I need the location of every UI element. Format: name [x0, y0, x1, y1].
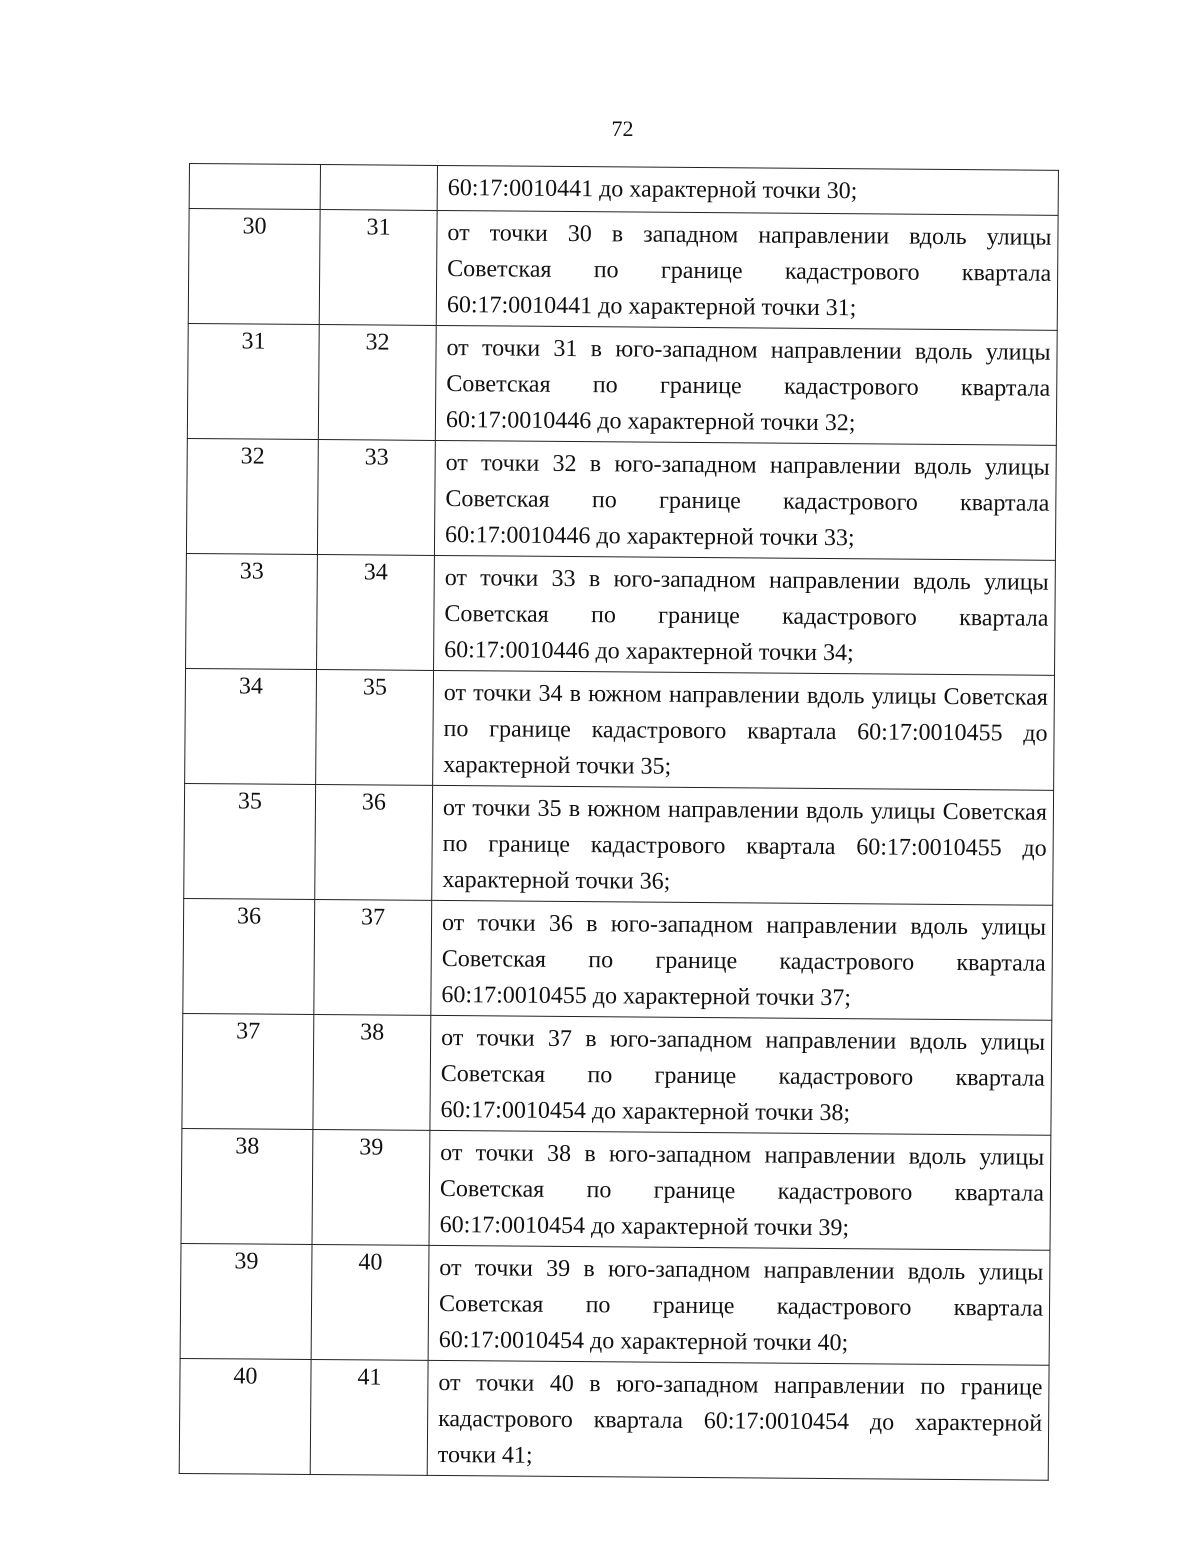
description-cell: от точки 32 в юго-западном направлении вдоль улицы Советская по границе кадастрового квартала 60:17:0010446 до характерной точки 33;: [434, 440, 1056, 560]
to-point-cell: 33: [317, 440, 435, 556]
to-point-cell: [320, 165, 437, 211]
from-point-cell: 37: [182, 1013, 314, 1129]
description-cell: от точки 33 в юго-западном направлении вдоль улицы Советская по границе кадастрового квартала 60:17:0010446 до характерной точки 34;: [434, 555, 1056, 675]
table-row: [186, 438, 1056, 560]
to-point-cell: 36: [315, 785, 433, 901]
description-cell: от точки 39 в юго-западном направлении вдоль улицы Советская по границе кадастрового квартала 60:17:0010454 до характерной точки 40;: [428, 1245, 1050, 1365]
from-point-cell: 31: [187, 323, 319, 439]
description-cell: от точки 37 в юго-западном направлении вдоль улицы Советская по границе кадастрового квартала 60:17:0010454 до характерной точки 38;: [430, 1015, 1052, 1135]
to-point-cell: 32: [318, 325, 436, 441]
to-point-cell: 41: [310, 1359, 428, 1475]
table-row: [189, 164, 1058, 216]
to-point-cell: 39: [312, 1130, 430, 1246]
from-point-cell: 30: [188, 209, 320, 325]
description-cell: от точки 31 в юго-западном направлении вдоль улицы Советская по границе кадастрового квартала 60:17:0010446 до характерной точки 32;: [435, 325, 1057, 445]
to-point-cell: 31: [319, 210, 437, 326]
table-row: [179, 1358, 1049, 1480]
description-cell: от точки 34 в южном направлении вдоль улицы Советская по границе кадастрового квартала 60:17:0010455 до характерной точки 35;: [433, 670, 1055, 790]
description-cell: от точки 36 в юго-западном направлении вдоль улицы Советская по границе кадастрового квартала 60:17:0010455 до характерной точки 37;: [431, 900, 1053, 1020]
table-row: [184, 783, 1054, 905]
description-cell: от точки 38 в юго-западном направлении вдоль улицы Советская по границе кадастрового квартала 60:17:0010454 до характерной точки 39;: [429, 1130, 1051, 1250]
description-cell: от точки 35 в южном направлении вдоль улицы Советская по границе кадастрового квартала 60:17:0010455 до характерной точки 36;: [432, 785, 1054, 905]
table-row: [186, 553, 1056, 675]
to-point-cell: 37: [314, 900, 432, 1016]
description-cell: от точки 40 в юго-западном направлении по границе кадастрового квартала 60:17:0010454 до характерной точки 41;: [427, 1360, 1049, 1480]
to-point-cell: 40: [311, 1244, 429, 1360]
from-point-cell: 35: [184, 783, 316, 899]
from-point-cell: 33: [186, 553, 318, 669]
description-cell: от точки 30 в западном направлении вдоль улицы Советская по границе кадастрового квартала 60:17:0010441 до характерной точки 31;: [436, 210, 1058, 330]
from-point-cell: 36: [183, 898, 315, 1014]
from-point-cell: 39: [180, 1243, 312, 1359]
table-row: [181, 1128, 1051, 1250]
table-row: [180, 1243, 1050, 1365]
table-row: [188, 209, 1058, 331]
from-point-cell: [189, 164, 320, 210]
table-row: [183, 898, 1053, 1020]
boundary-table-body: [179, 164, 1058, 1481]
table-row: [182, 1013, 1052, 1135]
from-point-cell: 34: [185, 668, 317, 784]
table-row: [185, 668, 1055, 790]
description-cell: 60:17:0010441 до характерной точки 30;: [437, 165, 1058, 215]
to-point-cell: 35: [316, 670, 434, 786]
page-number: 72: [611, 116, 634, 141]
from-point-cell: 38: [181, 1128, 313, 1244]
boundary-points-table: [179, 163, 1059, 1481]
to-point-cell: 38: [313, 1015, 431, 1131]
from-point-cell: 32: [186, 438, 318, 554]
from-point-cell: 40: [179, 1358, 311, 1474]
to-point-cell: 34: [317, 555, 435, 671]
table-row: [187, 323, 1057, 445]
